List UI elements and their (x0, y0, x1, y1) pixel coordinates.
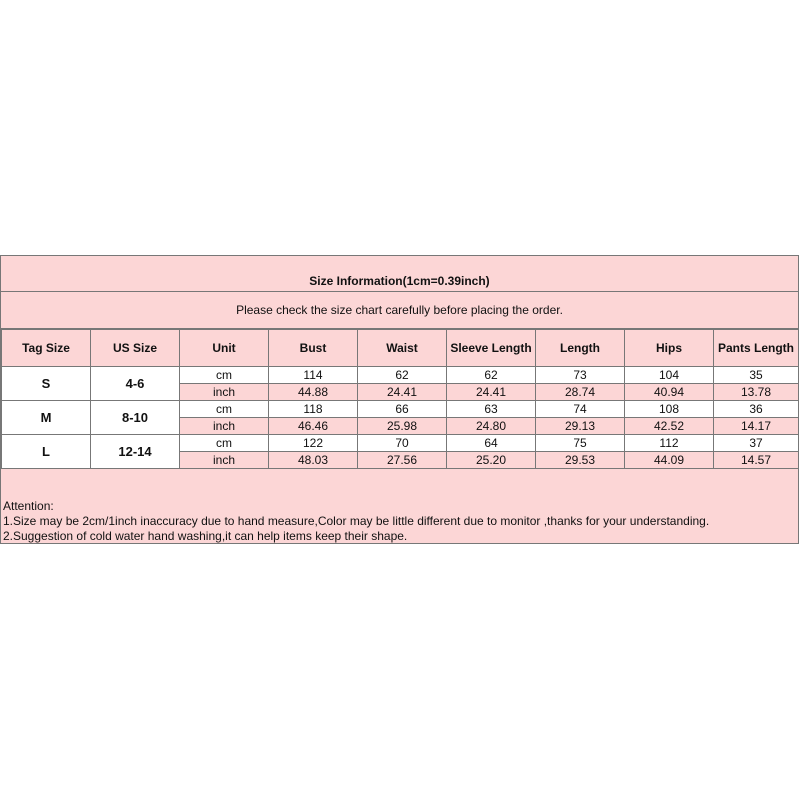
chart-note: Please check the size chart carefully before placing the order. (1, 292, 798, 329)
bust-cell: 46.46 (269, 418, 358, 435)
sleeve-length-cell: 24.80 (447, 418, 536, 435)
tag-size-cell: M (2, 401, 91, 435)
header-length: Length (536, 330, 625, 367)
attention-line-1: 1.Size may be 2cm/1inch inaccuracy due to hand measure,Color may be little different due to monitor ,thanks for your understanding. (3, 514, 710, 528)
header-bust: Bust (269, 330, 358, 367)
header-us-size: US Size (91, 330, 180, 367)
bust-cell: 114 (269, 367, 358, 384)
waist-cell: 27.56 (358, 452, 447, 469)
size-chart (0, 255, 799, 544)
size-table (1, 329, 799, 469)
us-size-cell: 12-14 (91, 435, 180, 469)
table-header-row (2, 330, 799, 367)
hips-cell: 44.09 (625, 452, 714, 469)
header-unit: Unit (180, 330, 269, 367)
unit-cell: cm (180, 401, 269, 418)
sleeve-length-cell: 63 (447, 401, 536, 418)
header-tag-size: Tag Size (2, 330, 91, 367)
bust-cell: 44.88 (269, 384, 358, 401)
pants-length-cell: 13.78 (714, 384, 799, 401)
bust-cell: 122 (269, 435, 358, 452)
sleeve-length-cell: 24.41 (447, 384, 536, 401)
bust-cell: 118 (269, 401, 358, 418)
pants-length-cell: 35 (714, 367, 799, 384)
length-cell: 29.13 (536, 418, 625, 435)
sleeve-length-cell: 25.20 (447, 452, 536, 469)
hips-cell: 42.52 (625, 418, 714, 435)
header-sleeve-length: Sleeve Length (447, 330, 536, 367)
chart-title: Size Information(1cm=0.39inch) (1, 256, 798, 292)
waist-cell: 66 (358, 401, 447, 418)
pants-length-cell: 14.57 (714, 452, 799, 469)
pants-length-cell: 36 (714, 401, 799, 418)
us-size-cell: 8-10 (91, 401, 180, 435)
header-waist: Waist (358, 330, 447, 367)
unit-cell: inch (180, 384, 269, 401)
hips-cell: 104 (625, 367, 714, 384)
attention-heading: Attention: (3, 499, 54, 513)
length-cell: 75 (536, 435, 625, 452)
hips-cell: 108 (625, 401, 714, 418)
unit-cell: cm (180, 435, 269, 452)
tag-size-cell: L (2, 435, 91, 469)
table-row (2, 367, 799, 384)
header-pants-length: Pants Length (714, 330, 799, 367)
header-hips: Hips (625, 330, 714, 367)
waist-cell: 24.41 (358, 384, 447, 401)
length-cell: 73 (536, 367, 625, 384)
pants-length-cell: 37 (714, 435, 799, 452)
waist-cell: 70 (358, 435, 447, 452)
attention-line-2: 2.Suggestion of cold water hand washing,it can help items keep their shape. (3, 529, 408, 543)
sleeve-length-cell: 64 (447, 435, 536, 452)
unit-cell: inch (180, 418, 269, 435)
tag-size-cell: S (2, 367, 91, 401)
length-cell: 74 (536, 401, 625, 418)
hips-cell: 40.94 (625, 384, 714, 401)
hips-cell: 112 (625, 435, 714, 452)
unit-cell: cm (180, 367, 269, 384)
table-row (2, 401, 799, 418)
pants-length-cell: 14.17 (714, 418, 799, 435)
bust-cell: 48.03 (269, 452, 358, 469)
length-cell: 29.53 (536, 452, 625, 469)
table-row (2, 435, 799, 452)
waist-cell: 25.98 (358, 418, 447, 435)
us-size-cell: 4-6 (91, 367, 180, 401)
sleeve-length-cell: 62 (447, 367, 536, 384)
waist-cell: 62 (358, 367, 447, 384)
unit-cell: inch (180, 452, 269, 469)
attention-notes (3, 499, 793, 544)
length-cell: 28.74 (536, 384, 625, 401)
